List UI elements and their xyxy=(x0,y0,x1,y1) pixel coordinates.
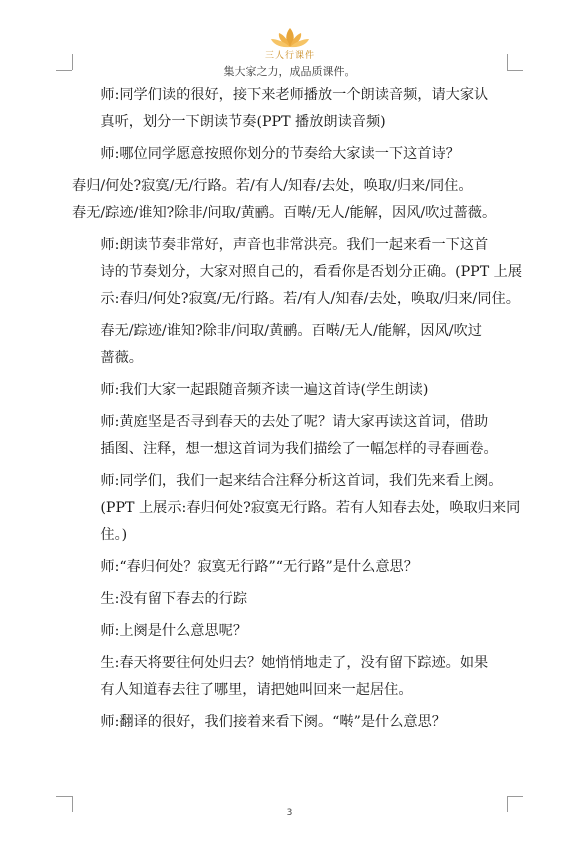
text-line: 师:哪位同学愿意按照你划分的节奏给大家读一下这首诗？ xyxy=(100,146,460,162)
text-line: 师:同学们，我们一起来结合注释分析这首词，我们先来看上阕。 xyxy=(100,473,503,489)
text-line: 春无/踪迹/谁知?除非/问取/黄鹂。百啭/无人/能解，因风/吹过 xyxy=(100,323,482,339)
paragraph xyxy=(72,318,510,372)
crop-mark xyxy=(507,796,523,797)
logo-text: 三人行课件 xyxy=(264,51,315,61)
header-tagline: 集大家之力，成品质课件。 xyxy=(223,65,356,78)
paragraph xyxy=(72,232,523,313)
paragraph xyxy=(72,650,510,704)
text-line: (PPT 上展示:春归何处?寂寞无行路。若有人知春去处，唤取归来同 xyxy=(100,500,521,516)
text-line: 师:我们大家一起跟随音频齐读一遍这首诗(学生朗读) xyxy=(100,382,429,398)
text-line: 师:朗读节奏非常好，声音也非常洪亮。我们一起来看一下这首 xyxy=(100,237,489,253)
crop-mark xyxy=(56,796,72,797)
text-line: 师:同学们读的很好，接下来老师播放一个朗读音频，请大家认 xyxy=(100,87,489,103)
text-line: 生:春天将要往何处归去？她悄悄地走了，没有留下踪迹。如果 xyxy=(100,655,489,671)
paragraph xyxy=(72,554,510,581)
text-line: 春无/踪迹/谁知?除非/问取/黄鹂。百啭/无人/能解，因风/吹过蔷薇。 xyxy=(72,205,497,221)
document-body xyxy=(72,82,523,741)
paragraph xyxy=(72,377,510,404)
text-line: 有人知道春去往了哪里，请把她叫回来一起居住。 xyxy=(100,682,413,698)
paragraph xyxy=(72,468,521,549)
lotus-icon xyxy=(258,26,322,50)
text-line: 诗的节奏划分，大家对照自己的，看看你是否划分正确。(PPT 上展 xyxy=(100,264,523,280)
paragraph xyxy=(72,409,510,463)
text-line: 住。) xyxy=(100,527,128,543)
publisher-logo xyxy=(258,26,322,60)
paragraph xyxy=(72,709,510,736)
page-number: 3 xyxy=(286,808,293,818)
text-line: 师:上阕是什么意思呢？ xyxy=(100,623,248,639)
text-line: 师:翻译的很好，我们接着来看下阕。“啭”是什么意思？ xyxy=(100,714,446,730)
text-line: 蔷薇。 xyxy=(100,350,143,366)
paragraph xyxy=(72,141,510,168)
text-line: 师:黄庭坚是否寻到春天的去处了呢？请大家再读这首词，借助 xyxy=(100,414,489,430)
text-line: 示:春归/何处?寂寞/无/行路。若/有人/知春/去处，唤取/归来/同住。 xyxy=(100,291,520,307)
text-line: 春归/何处?寂寞/无/行路。若/有人/知春/去处，唤取/归来/同住。 xyxy=(72,178,473,194)
text-line: 生:没有留下春去的行踪 xyxy=(100,591,248,607)
text-line: 插图、注释，想一想这首词为我们描绘了一幅怎样的寻春画卷。 xyxy=(100,441,498,457)
paragraph xyxy=(72,82,510,136)
text-line: 真听，划分一下朗读节奏(PPT 播放朗读音频) xyxy=(100,114,386,130)
paragraph xyxy=(72,586,510,613)
text-line: 师:“春归何处？寂寞无行路”“无行路”是什么意思？ xyxy=(100,559,418,575)
paragraph xyxy=(72,618,510,645)
paragraph xyxy=(72,173,510,227)
